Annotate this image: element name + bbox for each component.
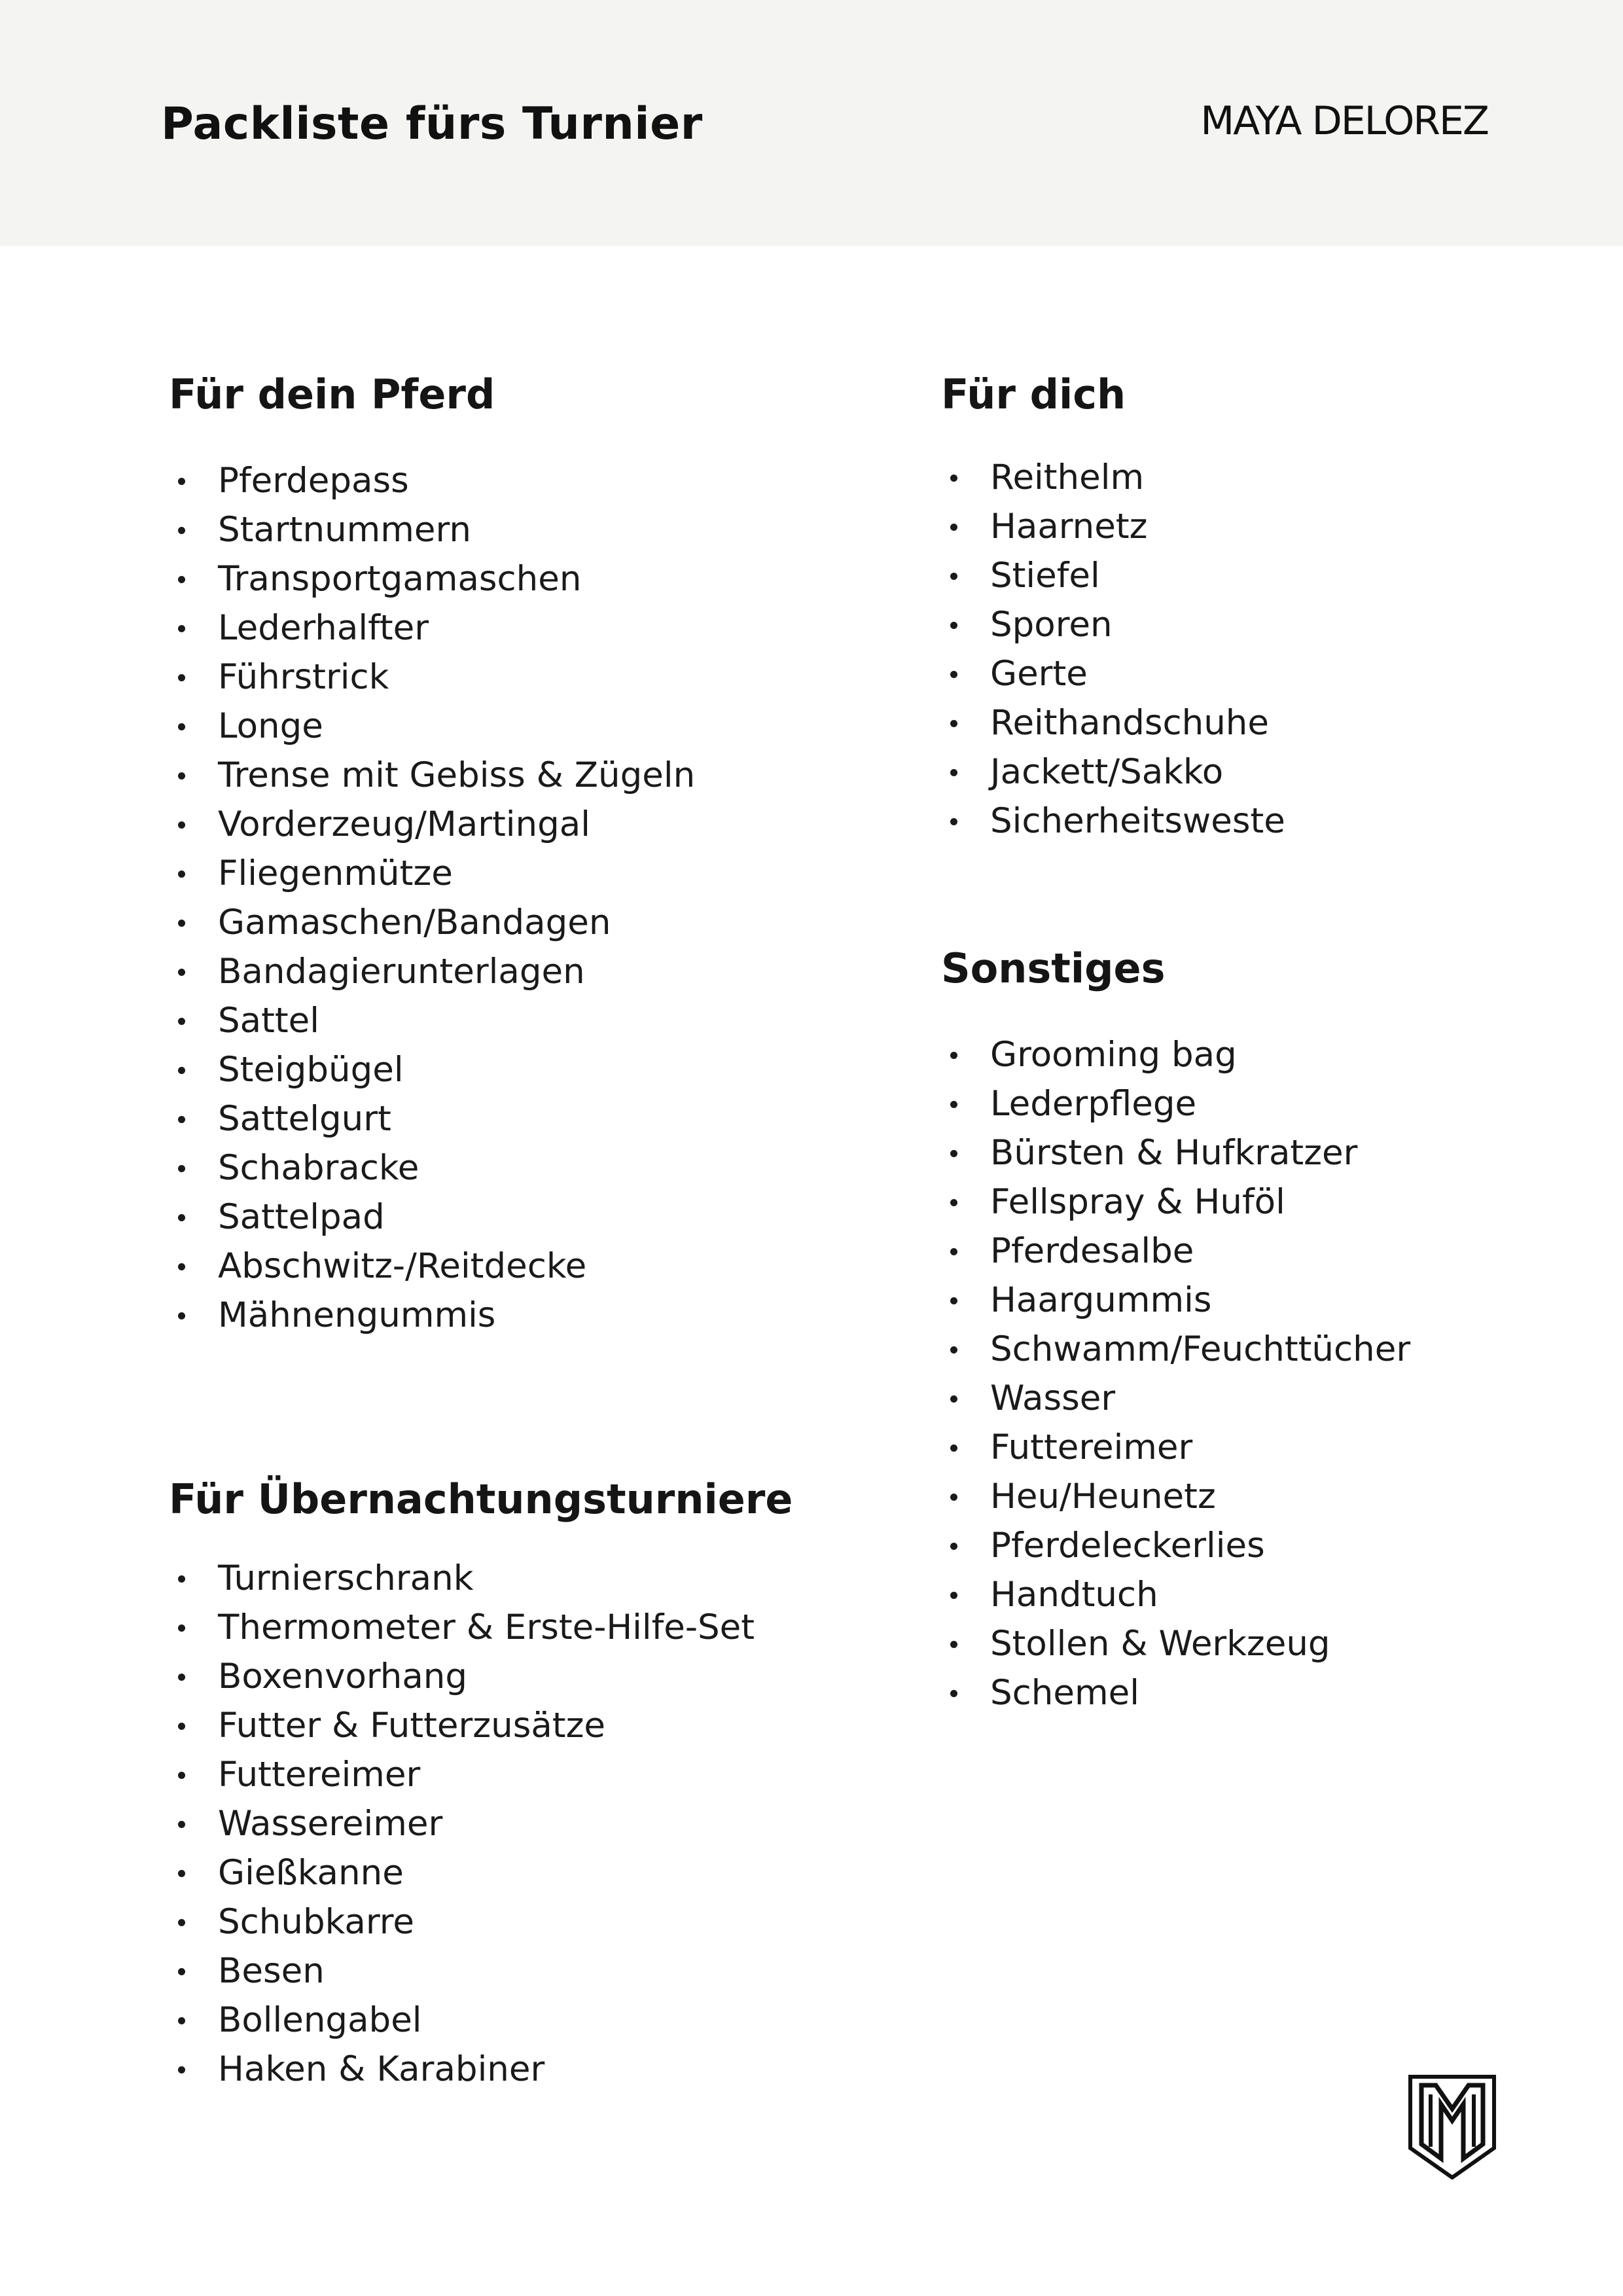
list-item: Turnierschrank [169, 1554, 755, 1603]
list-item: Schwamm/Feuchttücher [941, 1325, 1410, 1374]
list-item: Wassereimer [169, 1799, 755, 1848]
list-item: Stiefel [941, 551, 1285, 600]
list-item: Startnummern [169, 505, 695, 554]
list-item: Longe [169, 702, 695, 751]
list-item: Schabracke [169, 1143, 695, 1193]
list-item: Bandagierunterlagen [169, 947, 695, 996]
list-item: Pferdepass [169, 456, 695, 505]
list-item: Führstrick [169, 653, 695, 702]
horse-checklist [169, 456, 695, 1340]
list-item: Heu/Heunetz [941, 1472, 1410, 1521]
list-item: Reithelm [941, 453, 1285, 502]
list-item: Boxenvorhang [169, 1652, 755, 1701]
list-item: Gamaschen/Bandagen [169, 898, 695, 947]
brand-name: MAYA DELOREZ [1200, 98, 1488, 144]
list-item: Sicherheitsweste [941, 797, 1285, 846]
list-item: Pferdeleckerlies [941, 1521, 1410, 1570]
list-item: Bollengabel [169, 1996, 755, 2045]
list-item: Vorderzeug/Martingal [169, 800, 695, 849]
list-item: Steigbügel [169, 1045, 695, 1094]
list-item: Mähnengummis [169, 1291, 695, 1340]
list-item: Lederhalfter [169, 603, 695, 653]
list-item: Gerte [941, 649, 1285, 698]
list-item: Futtereimer [941, 1423, 1410, 1472]
list-item: Stollen & Werkzeug [941, 1619, 1410, 1668]
list-item: Gießkanne [169, 1848, 755, 1897]
list-item: Haken & Karabiner [169, 2045, 755, 2094]
list-item: Haarnetz [941, 502, 1285, 551]
list-item: Handtuch [941, 1570, 1410, 1619]
list-item: Sattelpad [169, 1193, 695, 1242]
list-item: Wasser [941, 1374, 1410, 1423]
list-item: Fliegenmütze [169, 849, 695, 898]
shield-md-monogram-icon [1408, 2075, 1496, 2179]
list-item: Futter & Futterzusätze [169, 1701, 755, 1750]
list-item: Besen [169, 1946, 755, 1996]
overnight-checklist [169, 1554, 755, 2094]
list-item: Reithandschuhe [941, 698, 1285, 747]
section-title-overnight: Für Übernachtungsturniere [169, 1475, 793, 1523]
page-title: Packliste fürs Turnier [161, 98, 703, 150]
list-item: Schubkarre [169, 1897, 755, 1946]
section-title-rider: Für dich [941, 370, 1126, 418]
list-item: Transportgamaschen [169, 554, 695, 603]
list-item: Thermometer & Erste-Hilfe-Set [169, 1603, 755, 1652]
list-item: Futtereimer [169, 1750, 755, 1799]
list-item: Lederpflege [941, 1079, 1410, 1128]
section-title-misc: Sonstiges [941, 944, 1166, 992]
list-item: Abschwitz-/Reitdecke [169, 1242, 695, 1291]
list-item: Sattelgurt [169, 1094, 695, 1143]
list-item: Trense mit Gebiss & Zügeln [169, 751, 695, 800]
list-item: Sporen [941, 600, 1285, 649]
list-item: Schemel [941, 1668, 1410, 1717]
misc-checklist [941, 1030, 1410, 1717]
list-item: Bürsten & Hufkratzer [941, 1128, 1410, 1177]
list-item: Haargummis [941, 1276, 1410, 1325]
section-title-horse: Für dein Pferd [169, 370, 495, 418]
list-item: Fellspray & Huföl [941, 1177, 1410, 1227]
page-header [0, 0, 1623, 246]
rider-checklist [941, 453, 1285, 846]
list-item: Sattel [169, 996, 695, 1045]
list-item: Jackett/Sakko [941, 747, 1285, 797]
list-item: Pferdesalbe [941, 1227, 1410, 1276]
list-item: Grooming bag [941, 1030, 1410, 1079]
